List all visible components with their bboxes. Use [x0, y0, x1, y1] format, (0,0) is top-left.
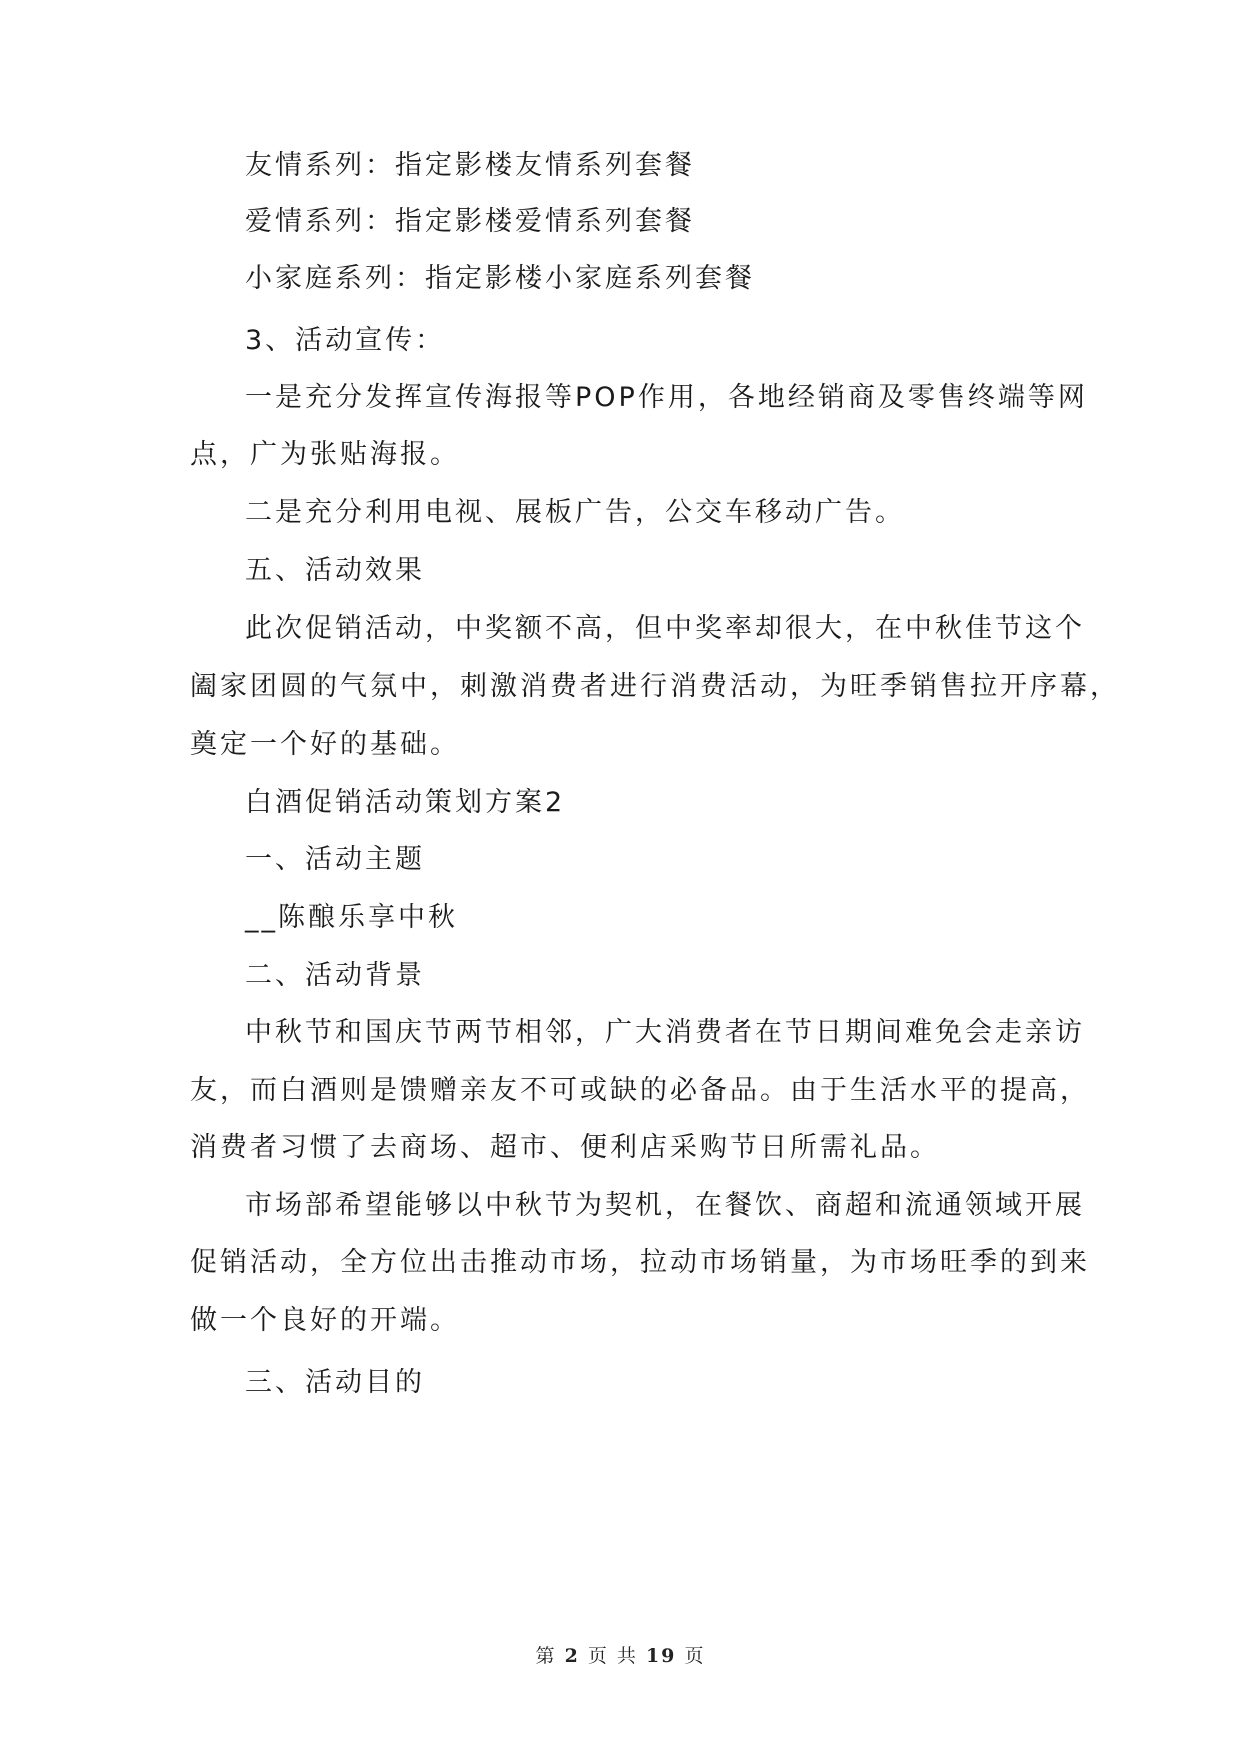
section-heading: 三、活动目的	[245, 1367, 425, 1398]
paragraph-line: 友，而白酒则是馈赠亲友不可或缺的必备品。由于生活水平的提高，	[190, 1075, 1090, 1106]
paragraph-line: 阖家团圆的气氛中，刺激消费者进行消费活动，为旺季销售拉开序幕，	[190, 671, 1120, 702]
document-title: 白酒促销活动策划方案2	[245, 787, 566, 818]
paragraph-line: 二是充分利用电视、展板广告，公交车移动广告。	[245, 497, 905, 528]
section-heading: 五、活动效果	[245, 555, 425, 586]
section-heading: 一、活动主题	[245, 844, 425, 875]
paragraph-line: 爱情系列：指定影楼爱情系列套餐	[245, 206, 695, 237]
paragraph-line: 市场部希望能够以中秋节为契机，在餐饮、商超和流通领域开展	[245, 1190, 1085, 1221]
section-heading: 3、活动宣传：	[245, 325, 446, 356]
paragraph-line: 奠定一个好的基础。	[190, 729, 460, 760]
paragraph-line: 做一个良好的开端。	[190, 1305, 460, 1336]
paragraph-line: 此次促销活动，中奖额不高，但中奖率却很大，在中秋佳节这个	[245, 613, 1085, 644]
current-page-number: 2	[564, 1645, 580, 1667]
footer-suffix: 页	[684, 1645, 706, 1667]
page-footer	[0, 1641, 1241, 1668]
paragraph-line: __陈酿乐享中秋	[245, 902, 458, 933]
section-heading: 二、活动背景	[245, 960, 425, 991]
paragraph-line: 消费者习惯了去商场、超市、便利店采购节日所需礼品。	[190, 1132, 940, 1163]
footer-prefix: 第	[535, 1645, 557, 1667]
paragraph-line: 友情系列：指定影楼友情系列套餐	[245, 150, 695, 181]
total-pages-number: 19	[645, 1645, 677, 1667]
paragraph-line: 中秋节和国庆节两节相邻，广大消费者在节日期间难免会走亲访	[245, 1017, 1085, 1048]
paragraph-line: 点，广为张贴海报。	[190, 439, 460, 470]
paragraph-line: 小家庭系列：指定影楼小家庭系列套餐	[245, 263, 755, 294]
footer-middle: 页 共	[587, 1645, 638, 1667]
paragraph-line: 促销活动，全方位出击推动市场，拉动市场销量，为市场旺季的到来	[190, 1247, 1090, 1278]
paragraph-line: 一是充分发挥宣传海报等POP作用，各地经销商及零售终端等网	[245, 382, 1088, 413]
